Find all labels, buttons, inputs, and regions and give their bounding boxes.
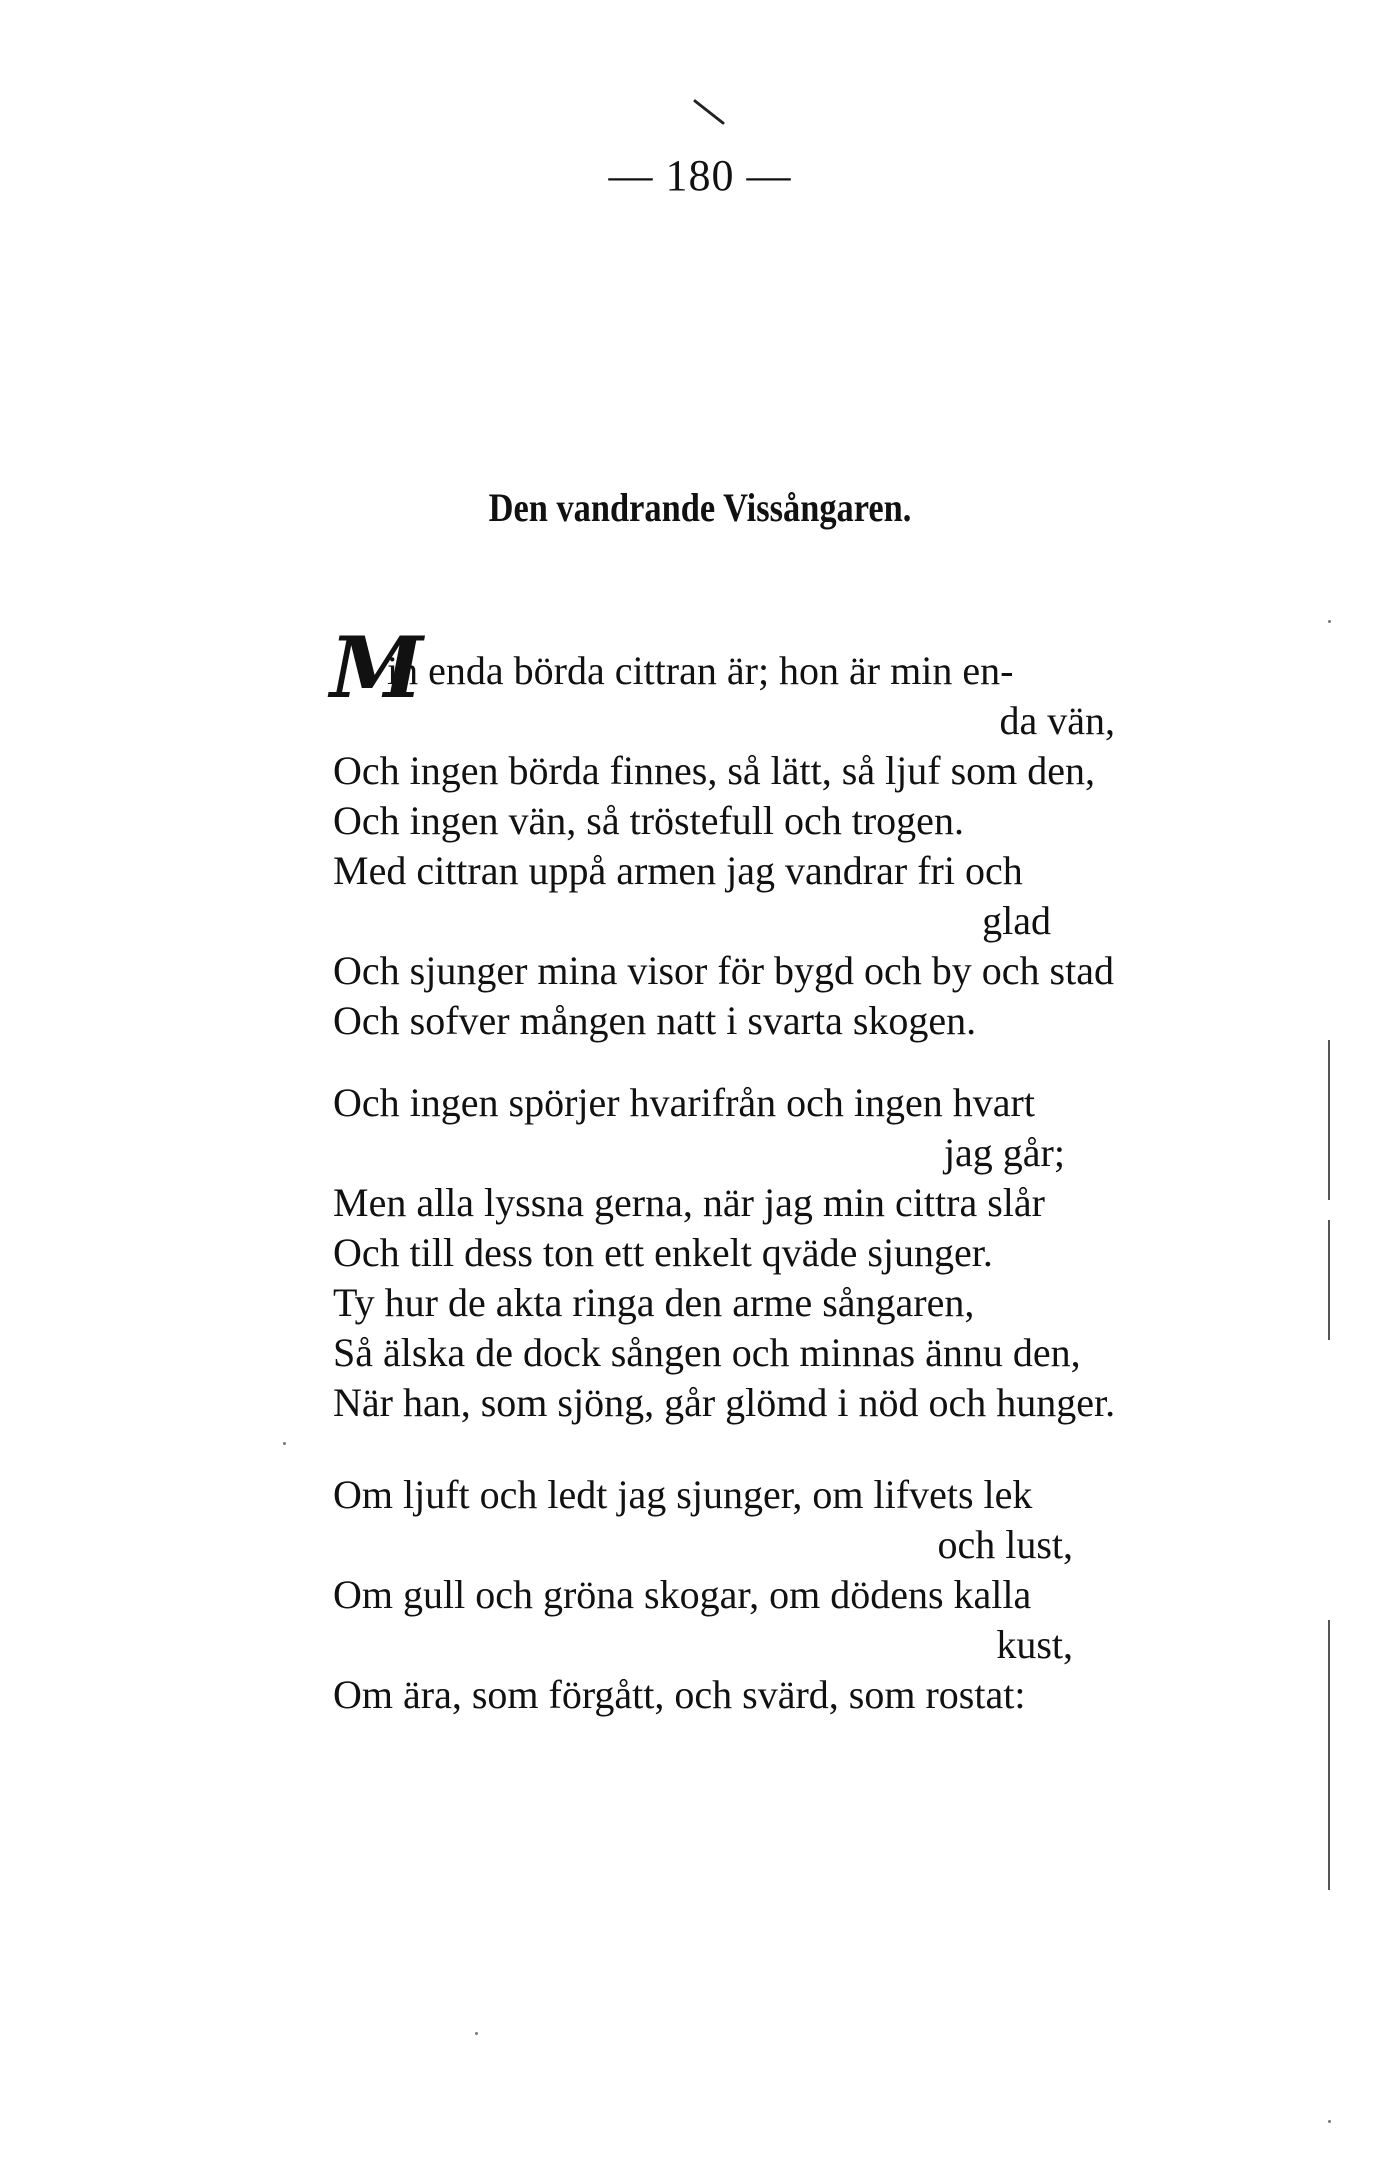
poem-line: Om ära, som förgått, och svärd, som rostat: [333,1672,1026,1717]
poem-line: Och sjunger mina visor för bygd och by och stad [333,948,1114,993]
pen-stroke-mark [693,98,727,126]
poem-line-turnover: kust, [996,1622,1073,1667]
scan-speck [1328,620,1331,623]
poem-line [330,618,1283,717]
poem-line: Om gull och gröna skogar, om dödens kalla [333,1572,1032,1617]
poem-line: Med cittran uppå armen jag vandrar fri och [333,848,1023,893]
stanza-2 [333,1078,1283,1428]
poem-line: Och sofver mången natt i svarta skogen. [333,998,977,1043]
poem-line-turnover: och lust, [937,1522,1073,1567]
poem-line: Och till dess ton ett enkelt qväde sjunger. [333,1230,993,1275]
poem-line: Så älska de dock sången och minnas ännu den, [333,1330,1081,1375]
stanza-3 [333,1470,1283,1720]
drop-cap: M [330,618,423,717]
page-number: — 180 — [608,151,792,200]
poem-line-turnover: da vän, [999,698,1115,743]
poem-line-turnover: jag går; [943,1130,1065,1175]
scan-speck [1328,2120,1331,2123]
poem-line: När han, som sjöng, går glömd i nöd och hunger. [333,1380,1116,1425]
poem-title: Den vandrande Vissångaren. [488,485,912,530]
poem-line-turnover: glad [982,898,1051,943]
poem-line: Om ljuft och ledt jag sjunger, om lifvets lek [333,1472,1033,1517]
poem-line: Och ingen spörjer hvarifrån och ingen hvart [333,1080,1035,1125]
poem-line: Ty hur de akta ringa den arme sångaren, [333,1280,975,1325]
margin-scan-line [1328,1620,1330,1890]
poem-line: Och ingen börda finnes, så lätt, så ljuf som den, [333,748,1096,793]
poem-line-text: in enda börda cittran är; hon är min en- [387,648,1014,693]
margin-scan-line [1328,1220,1330,1340]
poem-line: Och ingen vän, så tröstefull och trogen. [333,798,964,843]
scan-speck [283,1442,286,1445]
margin-scan-line [1328,1040,1330,1200]
poem-line: Men alla lyssna gerna, när jag min cittra slår [333,1180,1045,1225]
stanza-1 [330,618,1283,1046]
scan-speck [475,2032,478,2035]
